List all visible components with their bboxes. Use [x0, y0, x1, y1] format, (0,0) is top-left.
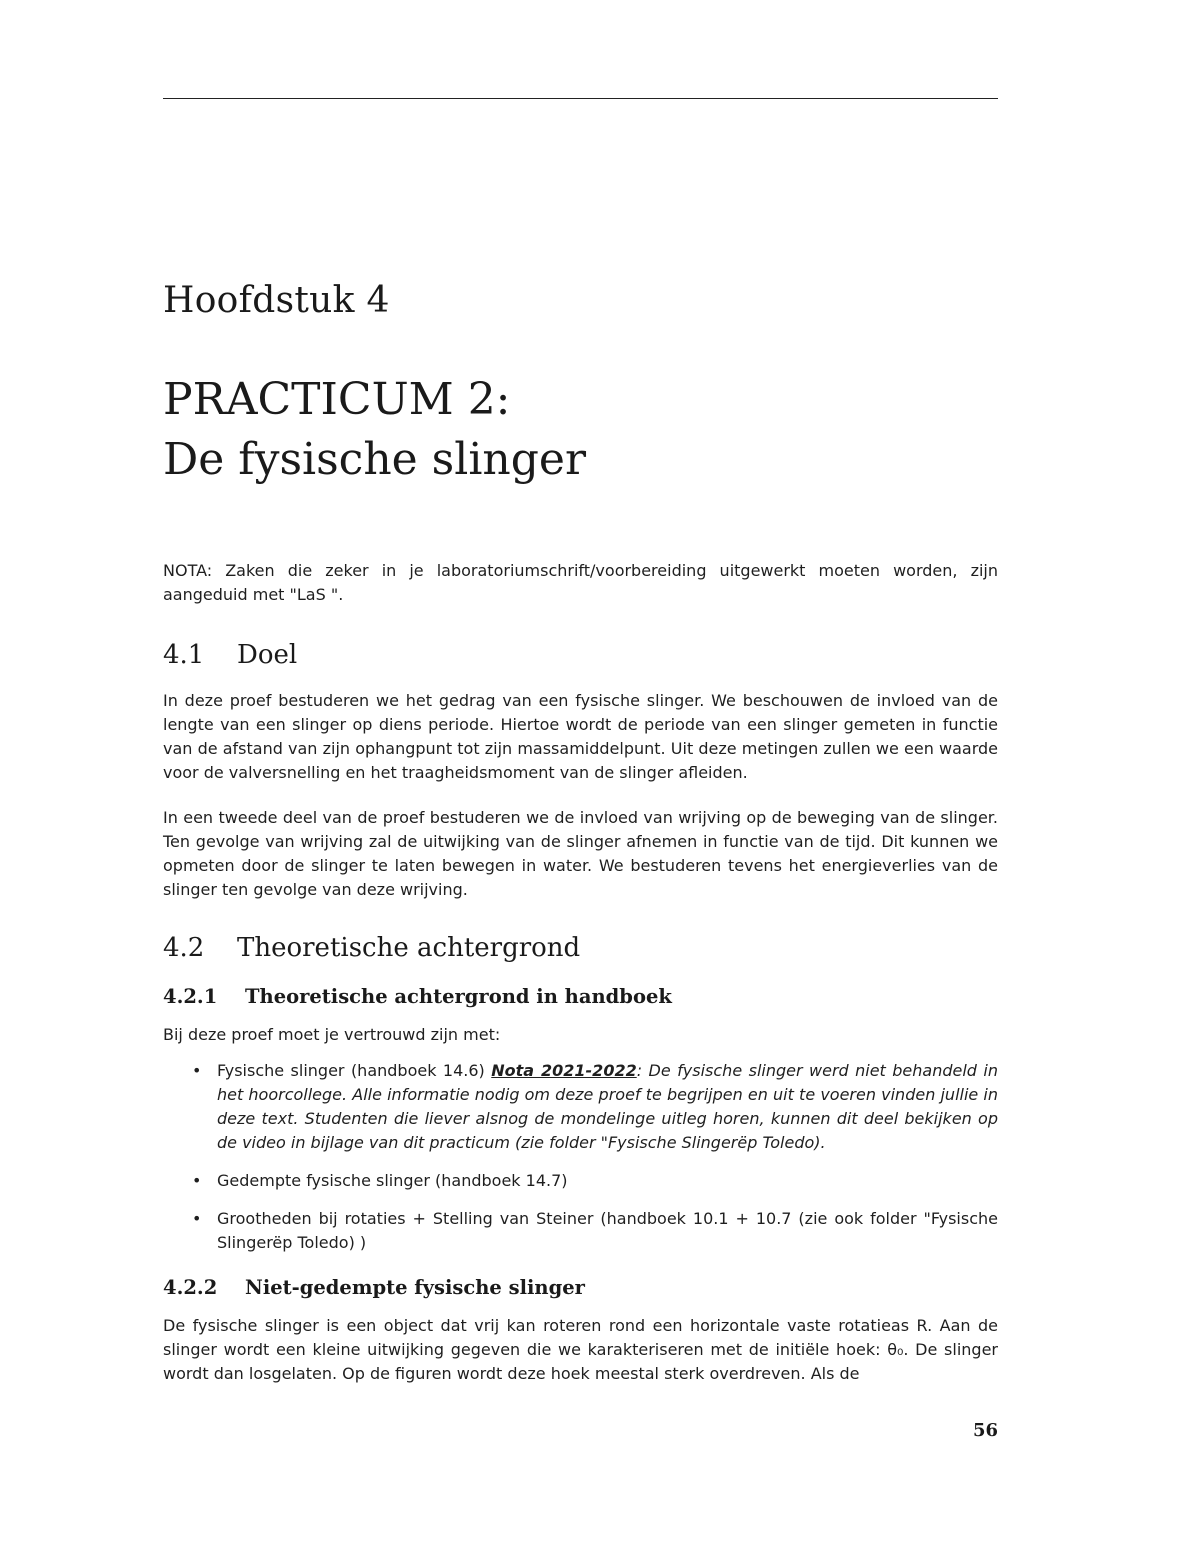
section-title: Theoretische achtergrond — [237, 933, 581, 963]
chapter-title-line-1: PRACTICUM 2: — [163, 374, 511, 425]
doel-paragraph-2: In een tweede deel van de proef bestuderen we de invloed van wrijving op de beweging van de slinger. Ten gevolge van wrijving zal de uitwijking van de slinger afnemen in functie van de tijd. Dit kunnen we opmeten door de slinger te laten bewegen in water. We bestuderen tevens het energieverlies van de slinger ten gevolge van deze wrijving. — [163, 808, 998, 899]
doel-paragraph-1: In deze proef bestuderen we het gedrag van een fysische slinger. We beschouwen de invloed van de lengte van een slinger op diens periode. Hiertoe wordt de periode van een slinger gemeten in functie van de afstand van zijn ophangpunt tot zijn massamiddelpunt. Uit deze metingen zullen we een waarde voor de valversnelling en het traagheidsmoment van de slinger afleiden. — [163, 691, 998, 782]
nota-paragraph: NOTA: Zaken die zeker in je laboratoriumschrift/voorbereiding uitgewerkt moeten worden, zijn aangeduid met "LaS ". — [163, 561, 998, 604]
section-heading-doel — [163, 640, 297, 670]
bullet-icon: • — [192, 1209, 202, 1228]
subsection-heading-niet-gedempt — [163, 1276, 585, 1299]
handboek-intro: Bij deze proef moet je vertrouwd zijn met: — [163, 1025, 501, 1044]
subsection-number: 4.2.1 — [163, 985, 218, 1008]
list-item — [163, 1059, 998, 1155]
subsection-number: 4.2.2 — [163, 1276, 218, 1299]
chapter-title — [163, 370, 586, 490]
section-number: 4.2 — [163, 933, 205, 963]
nota-label: Nota 2021-2022 — [491, 1061, 637, 1080]
list-item — [163, 1169, 998, 1193]
section-title: Doel — [237, 640, 298, 670]
subsection-title: Theoretische achtergrond in handboek — [245, 985, 672, 1008]
list-item-lead: Fysische slinger (handboek 14.6) — [217, 1061, 492, 1080]
chapter-title-line-2: De fysische slinger — [163, 434, 586, 485]
bullet-icon: • — [192, 1061, 202, 1080]
list-item-text: Grootheden bij rotaties + Stelling van Steiner (handboek 10.1 + 10.7 (zie ook folder "Fysische Slingerëp Toledo) ) — [217, 1209, 998, 1252]
list-item — [163, 1207, 998, 1255]
subsection-heading-handboek — [163, 985, 672, 1008]
page-number: 56 — [972, 1420, 998, 1441]
header-rule — [163, 98, 998, 99]
section-heading-theoretische-achtergrond — [163, 933, 580, 963]
niet-gedempt-paragraph: De fysische slinger is een object dat vrij kan roteren rond een horizontale vaste rotatieas R. Aan de slinger wordt een kleine uitwijking gegeven die we karakteriseren met de initiële hoek: θ₀. De slinger wordt dan losgelaten. Op de figuren wordt deze hoek meestal sterk overdreven. Als de — [163, 1316, 998, 1383]
chapter-label: Hoofdstuk 4 — [163, 280, 390, 321]
list-item-text: Gedempte fysische slinger (handboek 14.7) — [217, 1171, 568, 1190]
bullet-icon: • — [192, 1171, 202, 1190]
subsection-title: Niet-gedempte fysische slinger — [245, 1276, 585, 1299]
handboek-list — [163, 1059, 998, 1269]
nota-text: : De fysische slinger werd niet behandeld in het hoorcollege. Alle informatie nodig om deze proef te begrijpen en uit te voeren vinden jullie in deze text. Studenten die liever alsnog de mondelinge uitleg horen, kunnen dit deel bekijken op de video in bijlage van dit practicum (zie folder "Fysische Slingerëp Toledo). — [217, 1061, 998, 1152]
section-number: 4.1 — [163, 640, 205, 670]
